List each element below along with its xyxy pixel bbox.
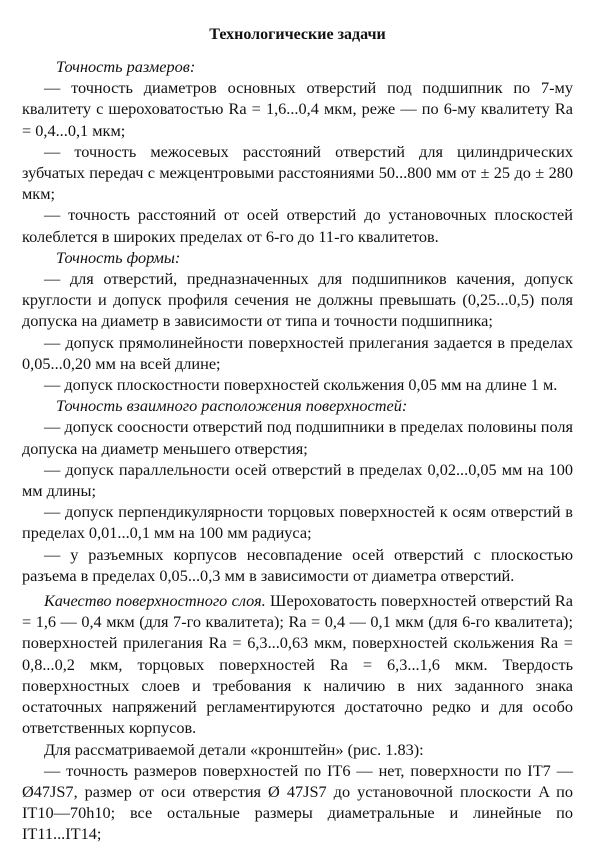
paragraph: — допуск прямолинейности поверхностей прилегания задается в пределах 0,05...0,20 мм на всей длине; (22, 332, 573, 373)
paragraph: — точность расстояний от осей отверстий до установочных плоскостей колеблется в широких пределах от 6-го до 11-го квалитетов. (22, 205, 573, 246)
section-heading-position-accuracy: Точность взаимного расположения поверхностей: (56, 396, 408, 416)
paragraph: — точность межосевых расстояний отверстий для цилиндрических зубчатых передач с межцентровыми расстояниями 50...800 мм от ± 25 до ± 280 мкм; (22, 141, 573, 204)
paragraph: — точность размеров поверхностей по IT6 — нет, поверхности по IT7 — Ø47JS7, размер от оси отверстия Ø 47JS7 до установочной плоскости A по IT10—70h10; все остальные размеры диаметральные и линейные по IT11...IT14; (22, 760, 573, 844)
paragraph: — у разъемных корпусов несовпадение осей отверстий с плоскостью разъема в пределах 0,05...0,3 мм в зависимости от диаметра отверстий. (22, 544, 573, 585)
surface-quality-paragraph (22, 590, 573, 738)
section-heading-form-accuracy: Точность формы: (56, 247, 181, 267)
paragraph: — допуск параллельности осей отверстий в пределах 0,02...0,05 мм на 100 мм длины; (22, 459, 573, 501)
paragraph: — точность диаметров основных отверстий под подшипник по 7-му квалитету с шероховатостью Ra = 1,6...0,4 мкм, реже — по 6-му квалитету Ra = 0,4...0,1 мкм; (22, 78, 573, 140)
paragraph: — допуск соосности отверстий под подшипники в пределах половины поля допуска на диаметр меньшего отверстия; (22, 417, 573, 458)
bracket-intro: Для рассматриваемой детали «кронштейн» (рис. 1.83): (44, 739, 424, 759)
section-heading-surface-quality: Качество поверхностного слоя. (44, 591, 266, 611)
surface-quality-text: Шероховатость поверхностей отверстий Ra = 1,6 — 0,4 мкм (для 7-го квалитета); Ra = 0,4 — 0,1 мкм (для 6-го квалитета); поверхностей прилегания Ra = 6,3...0,63 мкм, поверхностей скольжения Ra = 0,8...0,2 мкм, торцовых поверхностей Ra = 6,3...1,6 мкм. Твердость поверхностных слоев и требования к наличию в них заданного знака остаточных напряжений регламентируются достаточно редко и для особо ответственных корпусов. (22, 591, 573, 738)
paragraph: — допуск плоскостности поверхностей скольжения 0,05 мм на длине 1 м. (44, 375, 558, 395)
paragraph: — допуск перпендикулярности торцовых поверхностей к осям отверстий в пределах 0,01...0,1 мм на 100 мм радиуса; (22, 502, 573, 543)
paragraph: — для отверстий, предназначенных для подшипников качения, допуск круглости и допуск профиля сечения не должны превышать (0,25...0,5) поля допуска на диаметр в зависимости от типа и точности подшипника; (22, 269, 573, 331)
page-title: Технологические задачи (209, 26, 386, 43)
section-heading-size-accuracy: Точность размеров: (56, 57, 196, 76)
